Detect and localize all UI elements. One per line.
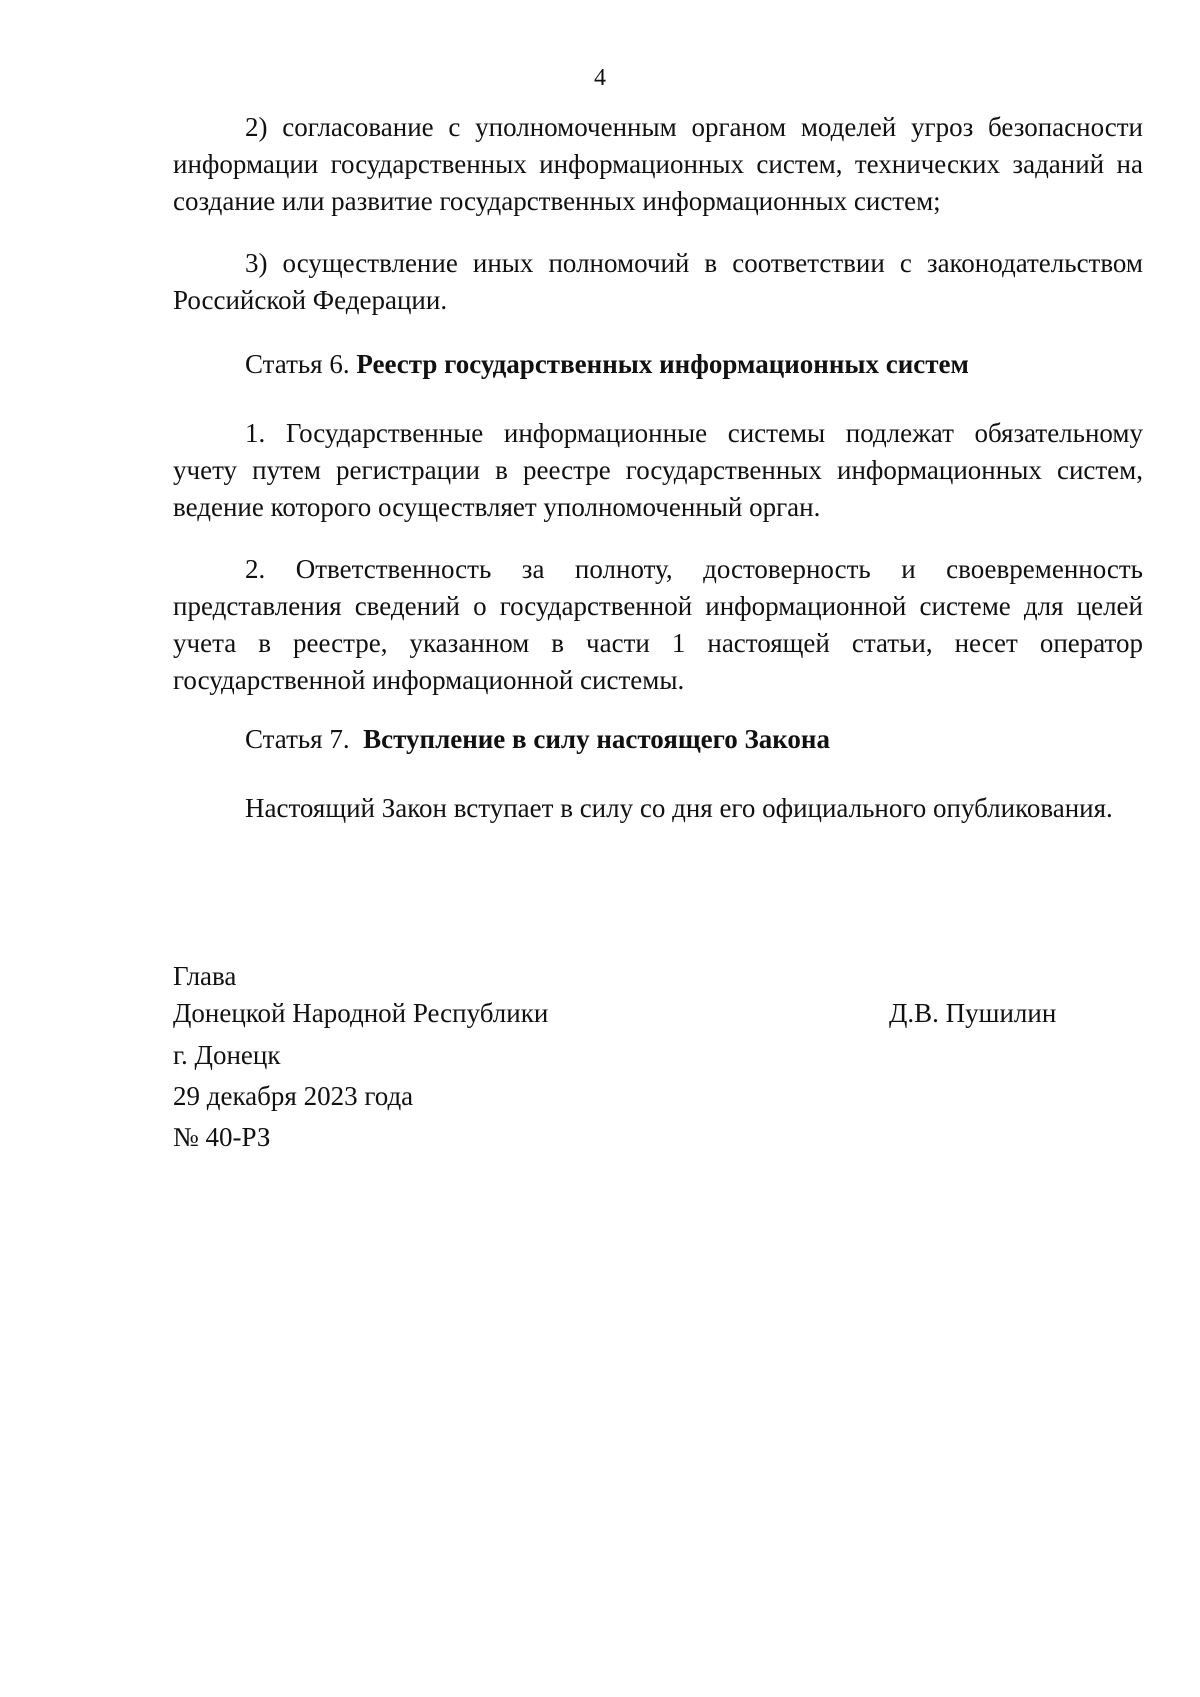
signatory-name: Д.В. Пушилин [889,998,1057,1028]
law-number: № 40-РЗ [173,1122,271,1152]
article-6-item-1: 1. Государственные информационные системы подлежат обязательному учету путем регистрации в реестре государственных информационных систем, ведение которого осуществляет уполномоченный орган. [173,418,1143,522]
article-6-item-2: 2. Ответственность за полноту, достоверность и своевременность представления сведений о государственной информационной системе для целей учета в реестре, указанном в части 1 настоящей статьи, несет оператор государственной информационной системы. [173,554,1143,695]
page-number: 4 [594,65,606,91]
signatory-position [173,958,548,1032]
article-6-heading [173,346,1143,383]
signatory-position-line-2: Донецкой Народной Республики [173,998,549,1028]
article-6-prefix: Статья 6. [245,349,350,379]
paragraph-item-2: 2) согласование с уполномоченным органом моделей угроз безопасности информации государственных информационных систем, технических заданий на создание или развитие государственных информационных систем; [173,112,1143,216]
article-7-heading [173,721,1143,758]
date: 29 декабря 2023 года [173,1081,414,1111]
city: г. Донецк [173,1040,281,1070]
paragraph-item-3: 3) осуществление иных полномочий в соответствии с законодательством Российской Федерации. [173,248,1143,315]
article-7-title: Вступление в силу настоящего Закона [363,724,830,754]
signatory-position-line-1: Глава [173,961,237,991]
article-6-title: Реестр государственных информационных систем [356,349,969,379]
article-7-prefix: Статья 7. [245,724,350,754]
article-7-text: Настоящий Закон вступает в силу со дня его официального опубликования. [245,793,1113,823]
